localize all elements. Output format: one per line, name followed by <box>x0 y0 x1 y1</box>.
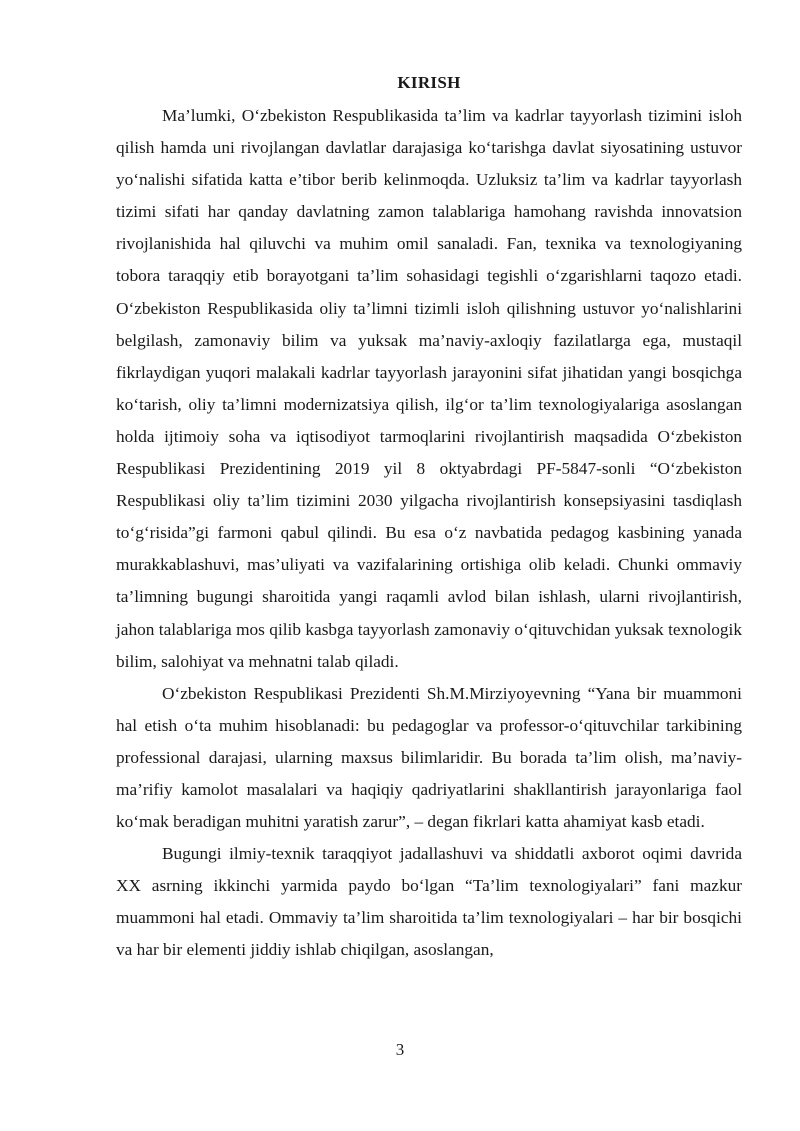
section-heading: KIRISH <box>397 73 461 92</box>
document-page <box>116 66 742 967</box>
paragraph-3: Bugungi ilmiy-texnik taraqqiyot jadallashuvi va shiddatli axborot oqimi davrida XX asrning ikkinchi yarmida paydo bo‘lgan “Ta’lim texnologiyalari” fani mazkur muammoni hal etadi. Ommaviy ta’lim sharoitida ta’lim texnologiyalari – har bir bosqichi va har bir elementi jiddiy ishlab chiqilgan, asoslangan, <box>116 844 742 960</box>
paragraph-1: Ma’lumki, O‘zbekiston Respublikasida ta’lim va kadrlar tayyorlash tizimini isloh qilish hamda uni rivojlangan davlatlar darajasiga ko‘tarishga davlat siyosatining ustuvor yo‘nalishi sifatida katta e’tibor berib kelinmoqda. Uzluksiz ta’lim va kadrlar tayyorlash tizimi sifati har qanday davlatning zamon talablariga hamohang ravishda innovatsion rivojlanishida hal qiluvchi va muhim omil sanaladi. Fan, texnika va texnologiyaning tobora taraqqiy etib borayotgani ta’lim sohasidagi tegishli o‘zgarishlarni taqozo etadi. O‘zbekiston Respublikasida oliy ta’limni tizimli isloh qilishning ustuvor yo‘nalishlarini belgilash, zamonaviy bilim va yuksak ma’naviy-axloqiy fazilatlarga ega, mustaqil fikrlaydigan yuqori malakali kadrlar tayyorlash jarayonini sifat jihatidan yangi bosqichga ko‘tarish, oliy ta’limni modernizatsiya qilish, ilg‘or ta’lim texnologiyalariga asoslangan holda ijtimoiy soha va iqtisodiyot tarmoqlarini rivojlantirish maqsadida O‘zbekiston Respublikasi Prezidentining 2019 yil 8 oktyabrdagi PF-5847-sonli “O‘zbekiston Respublikasi oliy ta’lim tizimini 2030 yilgacha rivojlantirish konsepsiyasini tasdiqlash to‘g‘risida”gi farmoni qabul qilindi. Bu esa o‘z navbatida pedagog kasbining yanada murakkablashuvi, mas’uliyati va vazifalarining ortishiga olib keladi. Chunki ommaviy ta’limning bugungi sharoitida yangi raqamli avlod bilan ishlash, ularni rivojlantirish, jahon talablariga mos qilib kasbga tayyorlash zamonaviy o‘qituvchidan yuksak texnologik bilim, salohiyat va mehnatni talab qiladi. <box>116 106 742 671</box>
page-number: 3 <box>395 1040 405 1059</box>
paragraph-2: O‘zbekiston Respublikasi Prezidenti Sh.M.Mirziyoyevning “Yana bir muammoni hal etish o‘ta muhim hisoblanadi: bu pedagoglar va professor-o‘qituvchilar tarkibining professional darajasi, ularning maxsus bilimlaridir. Bu borada ta’lim olish, ma’naviy-ma’rifiy kamolot masalalari va haqiqiy qadriyatlarini shakllantirish jarayonlariga faol ko‘mak beradigan muhitni yaratish zarur”, – degan fikrlari katta ahamiyat kasb etadi. <box>116 683 742 832</box>
